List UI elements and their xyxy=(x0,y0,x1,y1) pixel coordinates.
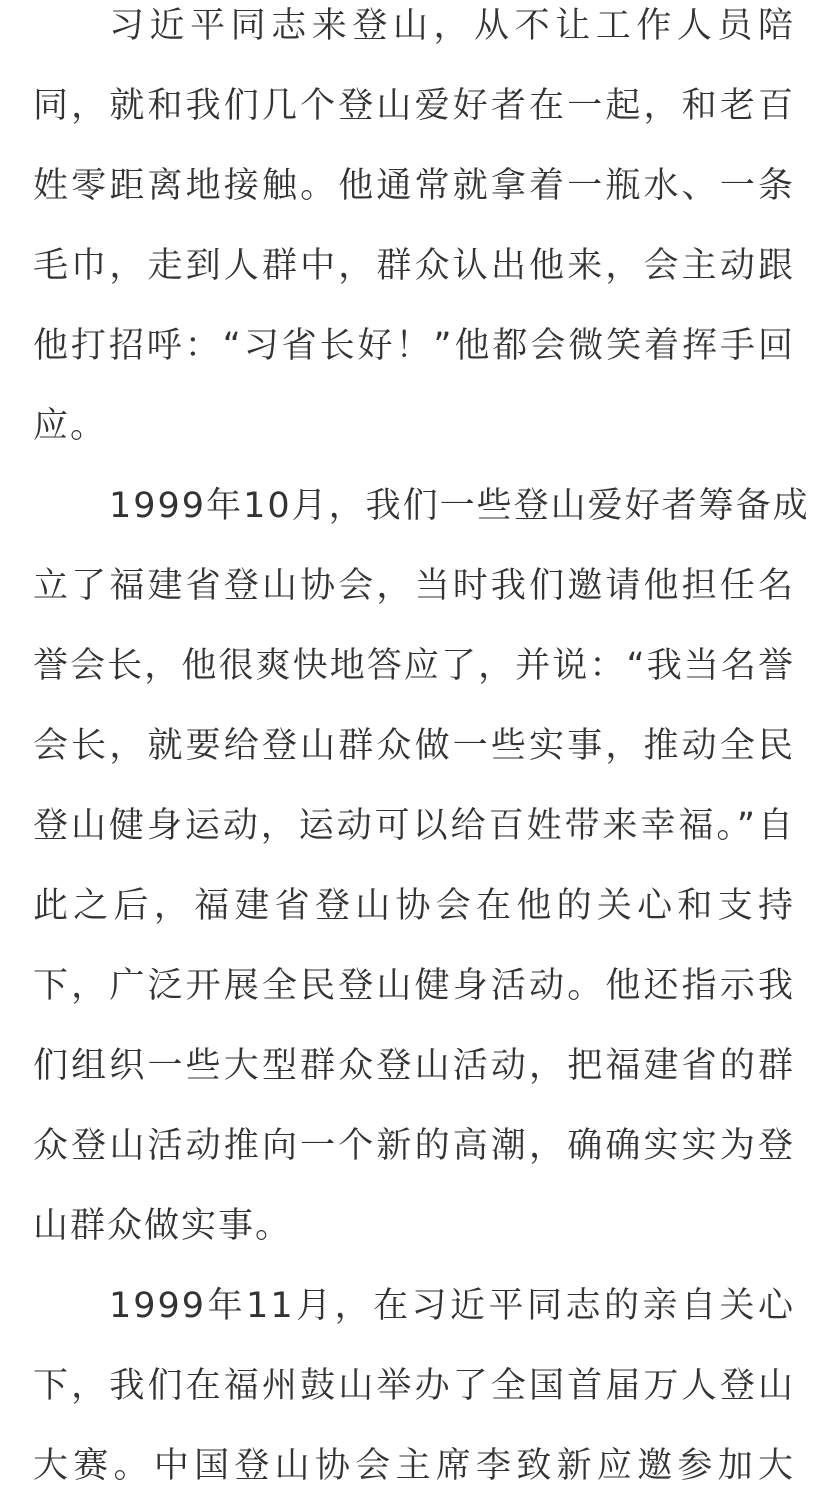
text-line: 立了福建省登山协会，当时我们邀请他担任名 xyxy=(33,566,795,606)
text-line: 习近平同志来登山，从不让工作人员陪 xyxy=(109,6,795,46)
text-line: 会长，就要给登山群众做一些实事，推动全民 xyxy=(33,726,795,766)
text-line: 登山健身运动，运动可以给百姓带来幸福。”自 xyxy=(33,806,795,846)
text-line: 誉会长，他很爽快地答应了，并说：“我当名誉 xyxy=(33,646,795,686)
text-line: 大赛。中国登山协会主席李致新应邀参加大 xyxy=(33,1446,795,1486)
text-line: 们组织一些大型群众登山活动，把福建省的群 xyxy=(33,1046,795,1086)
text-line: 1999年11月，在习近平同志的亲自关心 xyxy=(109,1286,795,1326)
text-line: 山群众做实事。 xyxy=(33,1206,293,1246)
text-line: 姓零距离地接触。他通常就拿着一瓶水、一条 xyxy=(33,166,795,206)
text-line: 下，广泛开展全民登山健身活动。他还指示我 xyxy=(33,966,795,1006)
text-line: 应。 xyxy=(33,406,108,446)
article-body xyxy=(33,0,810,1506)
text-line: 毛巾，走到人群中，群众认出他来，会主动跟 xyxy=(33,246,795,286)
text-line: 1999年10月，我们一些登山爱好者筹备成 xyxy=(109,486,810,526)
text-line: 他打招呼：“习省长好！”他都会微笑着挥手回 xyxy=(33,326,795,366)
text-line: 此之后，福建省登山协会在他的关心和支持 xyxy=(33,886,795,926)
text-line: 同，就和我们几个登山爱好者在一起，和老百 xyxy=(33,86,795,126)
paragraph xyxy=(33,466,810,1266)
text-line: 下，我们在福州鼓山举办了全国首届万人登山 xyxy=(33,1366,795,1406)
text-line: 众登山活动推向一个新的高潮，确确实实为登 xyxy=(33,1126,795,1166)
paragraph xyxy=(33,1266,795,1506)
paragraph xyxy=(33,0,795,466)
